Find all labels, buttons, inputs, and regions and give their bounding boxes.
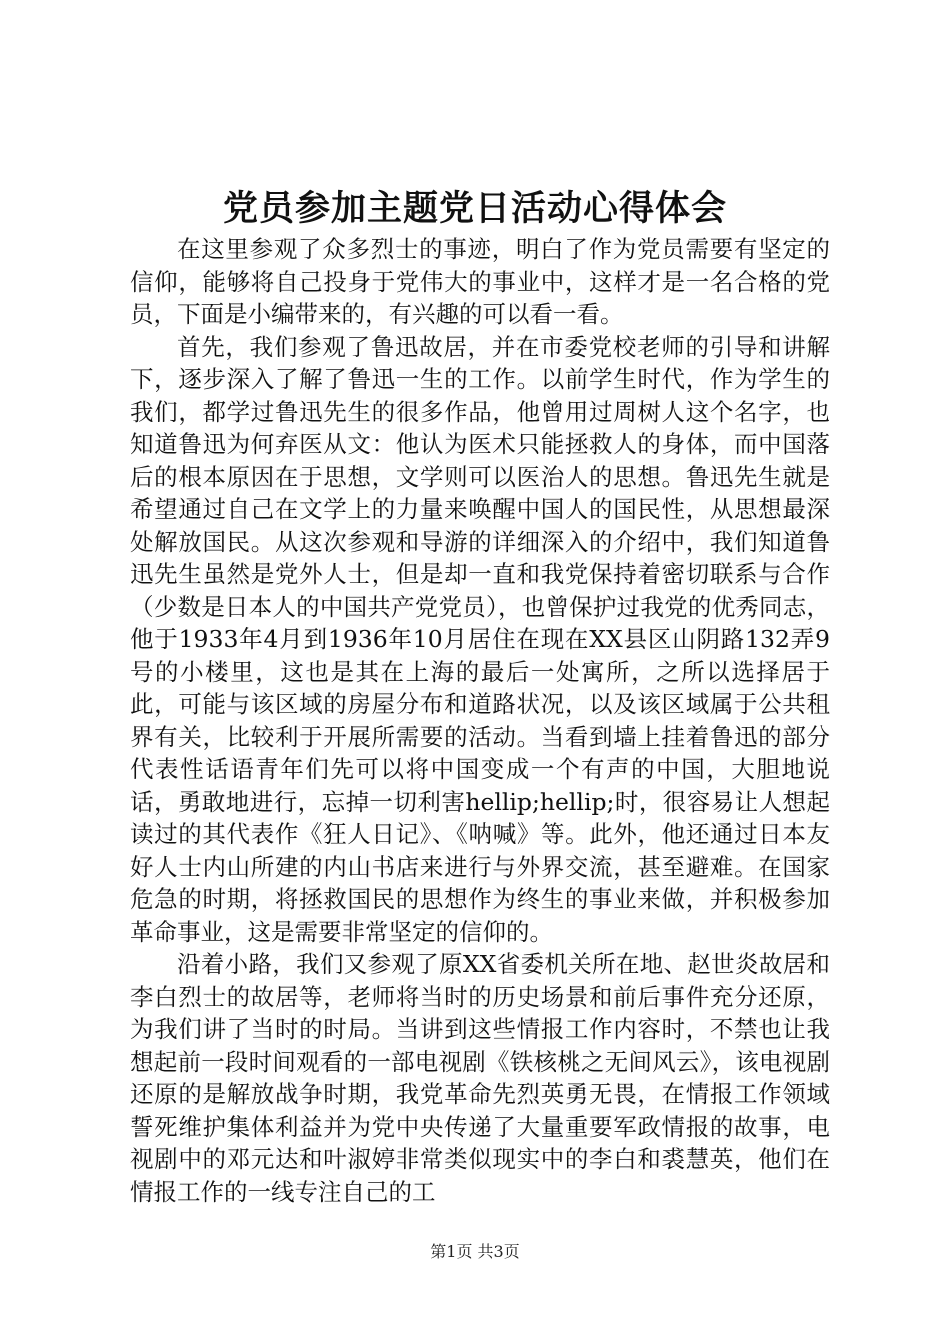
page-number-footer: 第1页 共3页 — [430, 1242, 520, 1261]
paragraph-martyrs-residences: 沿着小路，我们又参观了原XX省委机关所在地、赵世炎故居和李白烈士的故居等，老师将当时的历史场景和前后事件充分还原，为我们讲了当时的时局。当讲到这些情报工作内容时，不禁也让我想起前一段时间观看的一部电视剧《铁核桃之无间风云》，该电视剧还原的是解放战争时期，我党革命先烈英勇无畏，在情报工作领域誓死维护集体利益并为党中央传递了大量重要军政情报的故事，电视剧中的邓元达和叶淑婷非常类似现实中的李白和裘慧英，他们在情报工作的一线专注自己的工 — [130, 950, 830, 1206]
document-body — [130, 233, 830, 1208]
document-title: 党员参加主题党日活动心得体会 — [222, 189, 727, 229]
paragraph-intro: 在这里参观了众多烈士的事迹，明白了作为党员需要有坚定的信仰，能够将自己投身于党伟大的事业中，这样才是一名合格的党员，下面是小编带来的，有兴趣的可以看一看。 — [130, 235, 830, 328]
paragraph-luxun-residence: 首先，我们参观了鲁迅故居，并在市委党校老师的引导和讲解下，逐步深入了解了鲁迅一生的工作。以前学生时代，作为学生的我们，都学过鲁迅先生的很多作品，他曾用过周树人这个名字，也知道鲁迅为何弃医从文：他认为医术只能拯救人的身体，而中国落后的根本原因在于思想，文学则可以医治人的思想。鲁迅先生就是希望通过自己在文学上的力量来唤醒中国人的国民性，从思想最深处解放国民。从这次参观和导游的详细深入的介绍中，我们知道鲁迅先生虽然是党外人士，但是却一直和我党保持着密切联系与合作（少数是日本人的中国共产党党员），也曾保护过我党的优秀同志，他于1933年4月到1936年10月居住在现在XX县区山阴路132弄9号的小楼里，这也是其在上海的最后一处寓所，之所以选择居于此，可能与该区域的房屋分布和道路状况，以及该区域属于公共租界有关，比较利于开展所需要的活动。当看到墙上挂着鲁迅的部分代表性话语青年们先可以将中国变成一个有声的中国，大胆地说话，勇敢地进行，忘掉一切利害hellip;hellip;时，很容易让人想起读过的其代表作《狂人日记》、《呐喊》等。此外，他还通过日本友好人士内山所建的内山书店来进行与外界交流，甚至避难。在国家危急的时期，将拯救国民的思想作为终生的事业来做，并积极参加革命事业，这是需要非常坚定的信仰的。 — [130, 332, 830, 946]
